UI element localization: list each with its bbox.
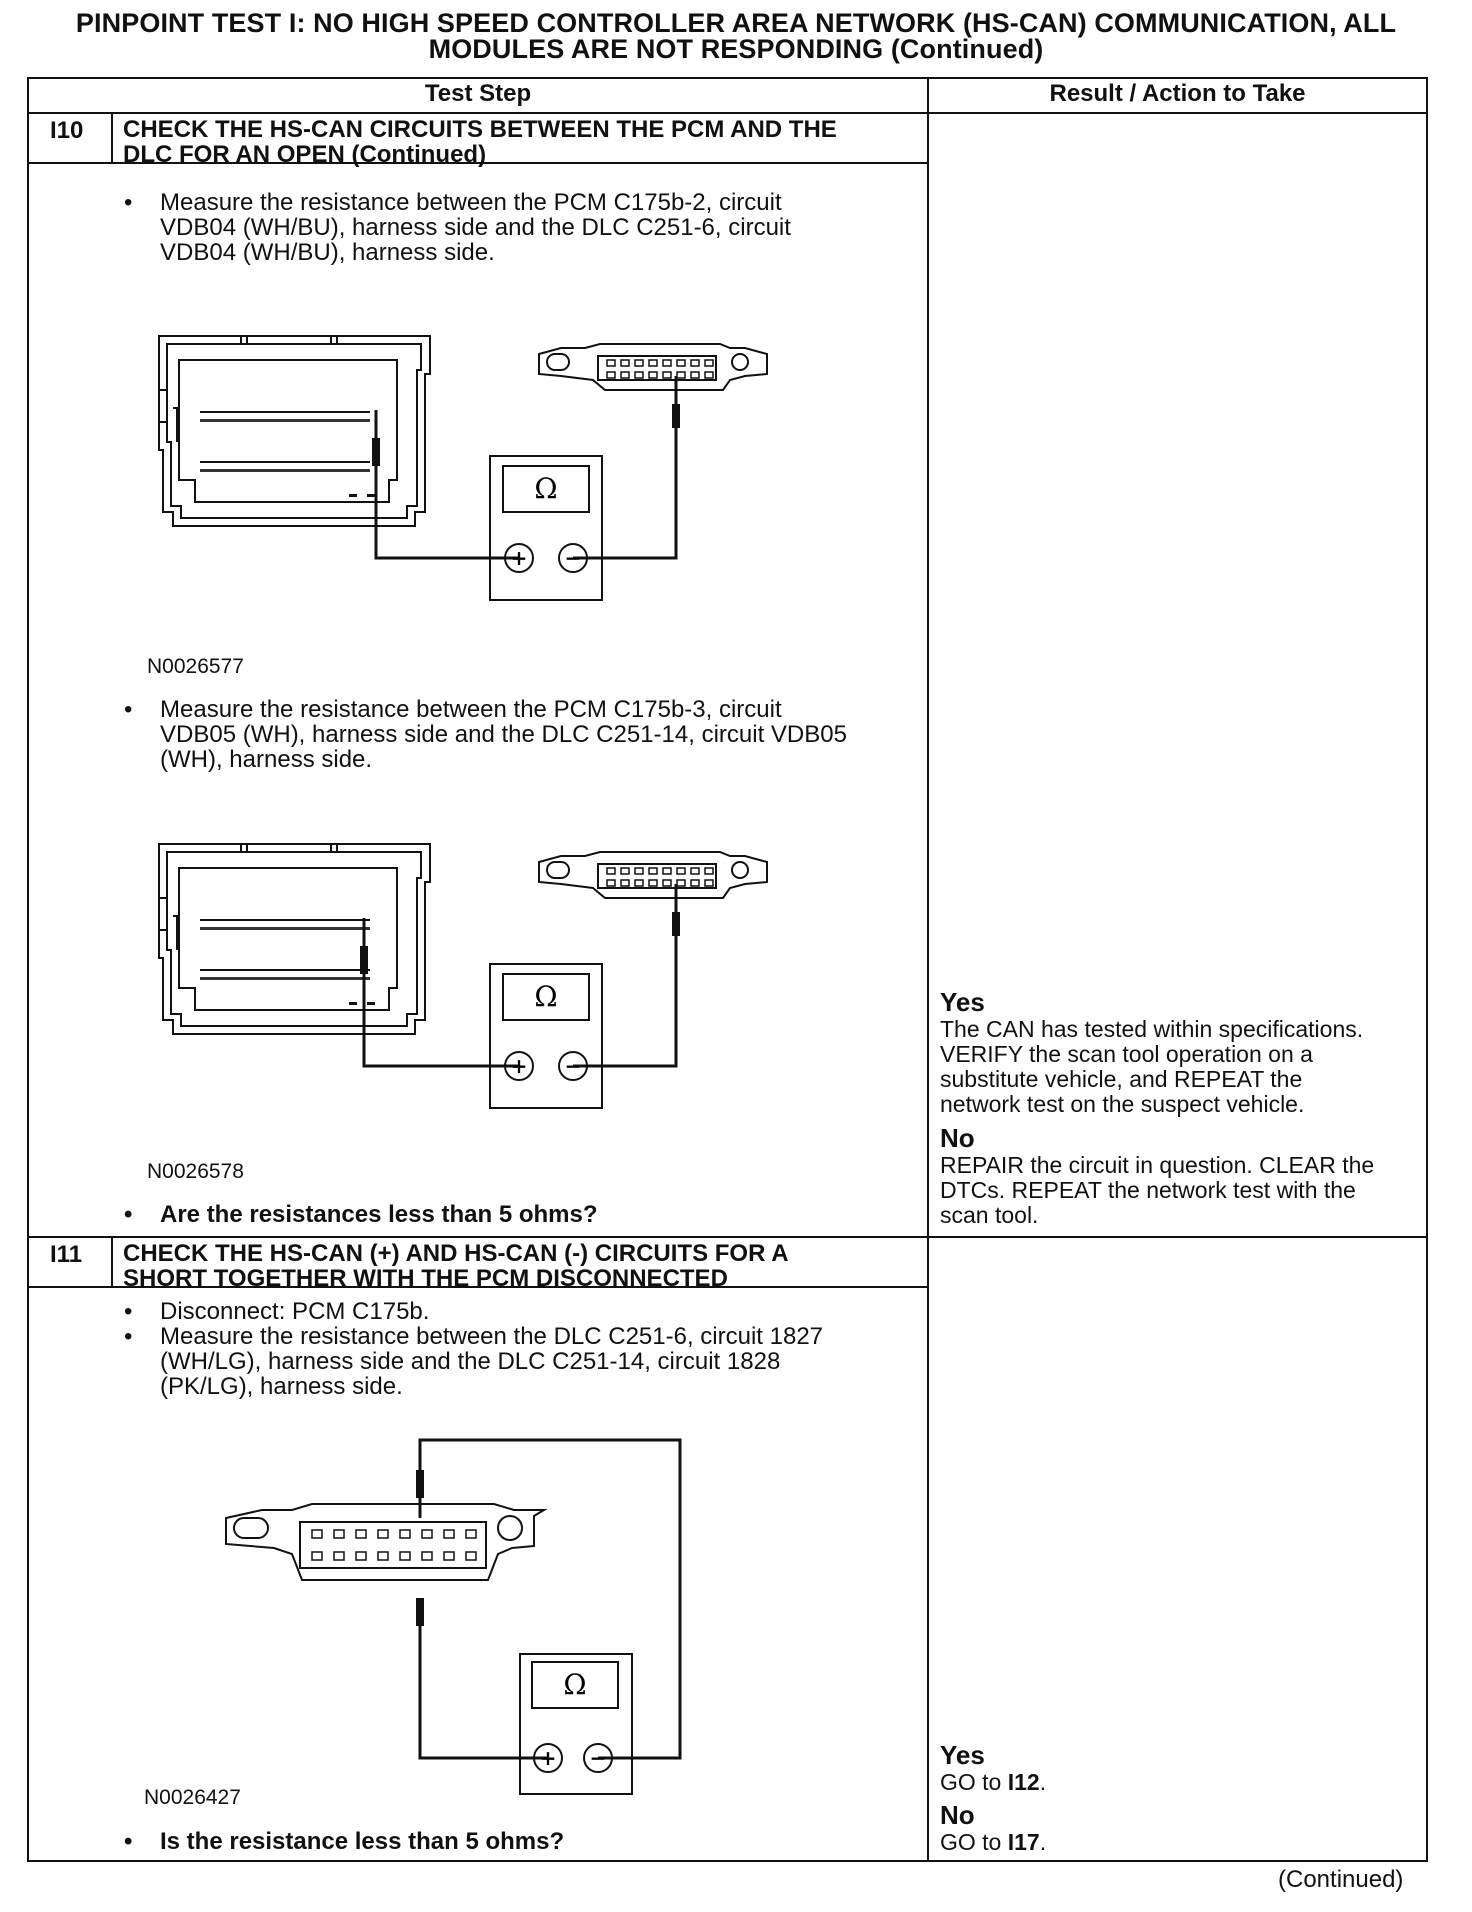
title-line-1: PINPOINT TEST I: NO HIGH SPEED CONTROLLER AREA NETWORK (HS-CAN) COMMUNICATION, ALL [75,8,1397,38]
bullet-dot: • [124,189,133,216]
result-text: . [1039,1769,1047,1795]
question-i10 [124,1201,598,1228]
bullet-measure-vdb04 [124,189,791,266]
bullet-dot: • [124,1828,133,1855]
result-line: The CAN has tested within specifications. [940,1016,1364,1042]
header-rule [29,112,1426,114]
bullet-line: Disconnect: PCM C175b. [160,1298,430,1325]
bullet-dot: • [124,696,133,723]
bullet-line: VDB04 (WH/BU), harness side. [160,239,495,266]
result-no-text [940,1830,1046,1855]
figure-id-2: N0026578 [147,1160,244,1183]
result-yes-text [940,1770,1046,1795]
bullet-line: Measure the resistance between the DLC C251-6, circuit 1827 [160,1323,824,1350]
step-id-i11: I11 [50,1241,83,1268]
title-line-2: MODULES ARE NOT RESPONDING (Continued) [428,34,1044,64]
bullet-line: VDB04 (WH/BU), harness side and the DLC C251-6, circuit [160,214,791,241]
figure-id-3: N0026427 [144,1786,241,1809]
result-yes-text [940,1017,1363,1117]
ohm-symbol: Ω [534,472,558,505]
question-i11 [124,1828,565,1855]
step-title-i11 [123,1241,789,1291]
result-line: scan tool. [940,1202,1039,1228]
question-text: Is the resistance less than 5 ohms? [160,1828,565,1855]
step-title-line: DLC FOR AN OPEN (Continued) [123,141,487,168]
plus-terminal: + [510,1054,528,1078]
result-yes-label: Yes [940,987,985,1017]
result-no-label: No [940,1123,975,1153]
result-no-label: No [940,1800,975,1830]
goto-step-link[interactable]: I12 [1007,1769,1040,1795]
result-yes-label: Yes [940,1740,985,1770]
result-no-text [940,1153,1374,1228]
continued-footer: (Continued) [1278,1866,1404,1893]
result-text: GO to [940,1829,1008,1855]
bullet-dot: • [124,1298,133,1325]
bullet-line: (PK/LG), harness side. [160,1373,403,1400]
result-text: GO to [940,1769,1008,1795]
step-boundary [29,1236,1426,1238]
bullet-line: Measure the resistance between the PCM C175b-2, circuit [160,189,782,216]
figure-pcm-dlc-resistance-1 [155,330,675,600]
page-title [0,10,1472,62]
goto-step-link[interactable]: I17 [1007,1829,1040,1855]
step-title-line: CHECK THE HS-CAN CIRCUITS BETWEEN THE PCM AND THE [123,116,837,143]
result-line: network test on the suspect vehicle. [940,1091,1305,1117]
minus-terminal: − [564,546,582,570]
result-line: VERIFY the scan tool operation on a [940,1041,1313,1067]
plus-terminal: + [510,546,528,570]
minus-terminal: − [589,1746,607,1770]
step-title-line: SHORT TOGETHER WITH THE PCM DISCONNECTED [123,1265,728,1292]
bullet-dot: • [124,1323,133,1350]
ohm-symbol: Ω [534,980,558,1013]
step-title-i10 [123,117,837,167]
figure-id-1: N0026577 [147,655,244,678]
step-id-divider [111,114,113,162]
minus-terminal: − [564,1054,582,1078]
bullet-line: VDB05 (WH), harness side and the DLC C251-14, circuit VDB05 [160,721,847,748]
result-line: REPAIR the circuit in question. CLEAR the [940,1152,1375,1178]
question-text: Are the resistances less than 5 ohms? [160,1201,598,1228]
bullet-line: (WH/LG), harness side and the DLC C251-14, circuit 1828 [160,1348,781,1375]
figure-dlc-short-test [220,1430,607,1790]
plus-terminal: + [539,1746,557,1770]
step-title-line: CHECK THE HS-CAN (+) AND HS-CAN (-) CIRCUITS FOR A [123,1240,789,1267]
ohm-symbol: Ω [563,1668,587,1701]
result-line: substitute vehicle, and REPEAT the [940,1066,1303,1092]
figure-pcm-dlc-resistance-2 [155,838,675,1108]
header-test-step: Test Step [424,80,532,107]
bullet-dot: • [124,1201,133,1228]
result-text: . [1039,1829,1047,1855]
bullet-disconnect-pcm [124,1298,430,1325]
result-line: DTCs. REPEAT the network test with the [940,1177,1356,1203]
bullet-measure-dlc [124,1323,824,1400]
step-id-divider [111,1238,113,1286]
bullet-measure-vdb05 [124,696,847,773]
header-result: Result / Action to Take [1049,80,1306,107]
bullet-line: (WH), harness side. [160,746,373,773]
bullet-line: Measure the resistance between the PCM C175b-3, circuit [160,696,782,723]
column-divider [927,79,929,1860]
step-id-i10: I10 [50,117,84,144]
